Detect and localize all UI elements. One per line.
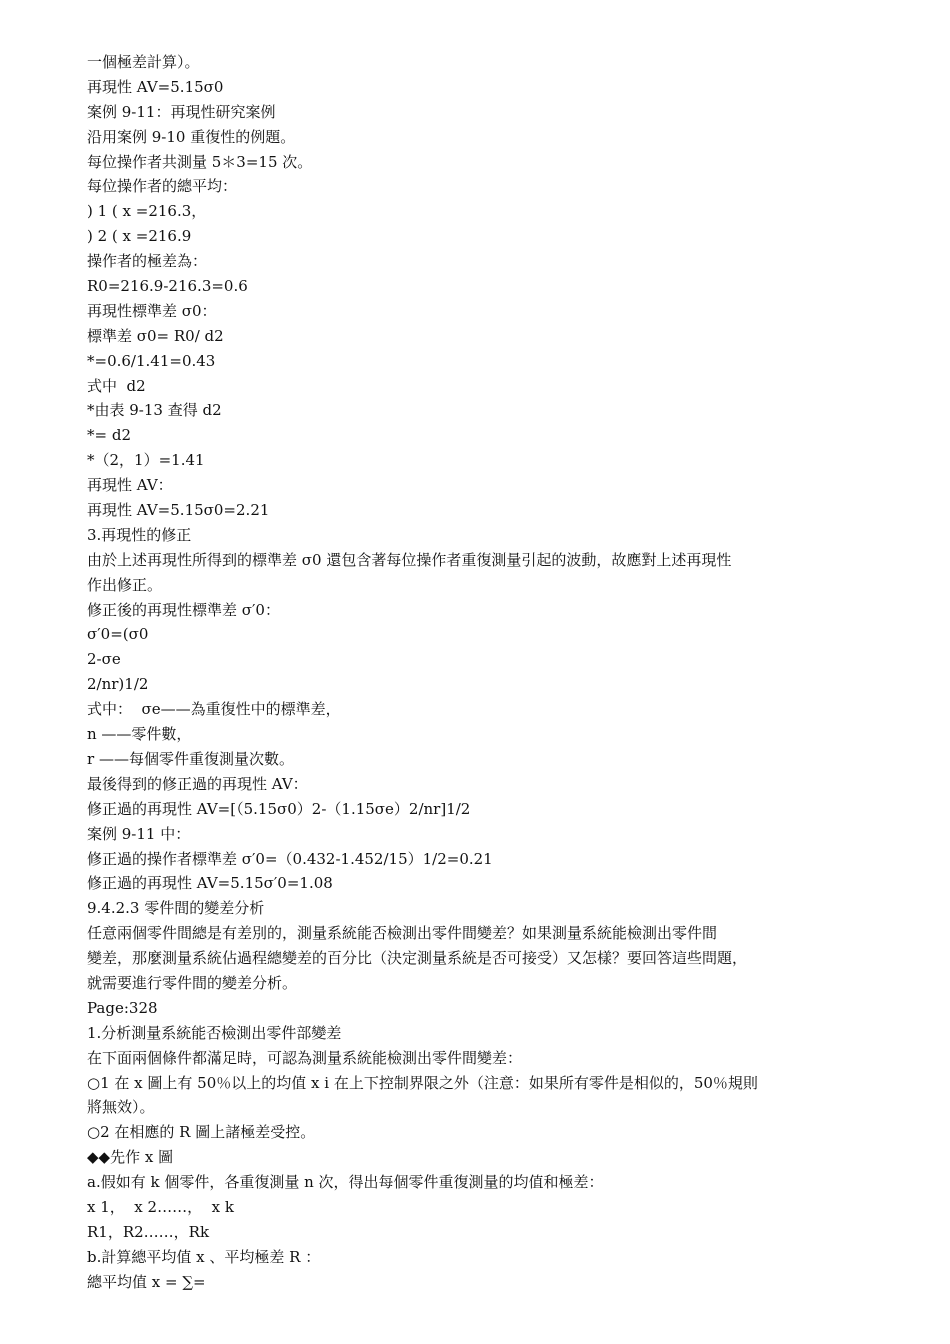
formula-line: x 1， x 2……， x k (87, 1197, 234, 1216)
formula-line: σ′0=(σ0 (87, 625, 149, 644)
text-line: ○2 在相應的 R 圖上諸極差受控。 (87, 1123, 316, 1142)
text-line: 每位操作者共測量 5＊3=15 次。 (87, 152, 313, 171)
case-heading: 案例 9-11：再現性研究案例 (87, 102, 276, 121)
paragraph-line: 作出修正。 (87, 575, 163, 594)
paragraph-line: ○1 在 x 圖上有 50％以上的均值 x i 在上下控制界限之外（注意：如果所有零件是相似的，50％規則 (87, 1073, 758, 1092)
formula-line: R0=216.9-216.3=0.6 (87, 277, 248, 296)
paragraph-line: 就需要進行零件間的變差分析。 (87, 973, 298, 992)
formula-line: *（2，1）=1.41 (87, 451, 205, 470)
text-line: 再現性標準差 σ0： (87, 301, 217, 320)
section-heading: 3.再現性的修正 (87, 525, 192, 544)
formula-line: R1，R2……，Rk (87, 1222, 210, 1241)
formula-line: 修正過的再現性 AV=5.15σ′0=1.08 (87, 874, 333, 893)
text-line: 最後得到的修正過的再現性 AV： (87, 774, 308, 793)
bullet-line: ◆◆先作 x 圖 (87, 1148, 174, 1167)
text-line: *由表 9-13 查得 d2 (87, 401, 222, 420)
text-line: 式中 d2 (87, 376, 146, 395)
formula-line: 2/nr)1/2 (87, 675, 149, 694)
text-line: 操作者的極差為： (87, 252, 208, 271)
formula-line: 總平均值 x = ∑= (87, 1272, 206, 1291)
text-line: 再現性 AV： (87, 476, 173, 495)
text-line: 再現性 AV=5.15σ0 (87, 77, 224, 96)
formula-line: 修正過的再現性 AV=[（5.15σ0）2-（1.15σe）2/nr]1/2 (87, 799, 471, 818)
text-line: 修正後的再現性標準差 σ′0： (87, 600, 280, 619)
formula-line: 標準差 σ0= R0/ d2 (87, 326, 224, 345)
section-heading: 9.4.2.3 零件間的變差分析 (87, 899, 265, 918)
paragraph-line: 由於上述再現性所得到的標準差 σ0 還包含著每位操作者重復測量引起的波動，故應對上述再現性 (87, 550, 732, 569)
paragraph-line: 變差，那麼測量系統佔過程總變差的百分比（決定測量系統是否可接受）又怎樣？要回答這些問題， (87, 949, 748, 968)
formula-line: 2-σe (87, 650, 121, 669)
text-line: 在下面兩個條件都滿足時，可認為測量系統能檢測出零件間變差： (87, 1048, 523, 1067)
page-marker: Page:328 (87, 998, 158, 1017)
formula-line: 再現性 AV=5.15σ0=2.21 (87, 501, 270, 520)
paragraph-line: 任意兩個零件間總是有差別的，測量系統能否檢測出零件間變差？如果測量系統能檢測出零件間 (87, 924, 718, 943)
formula-line: *= d2 (87, 426, 131, 445)
text-line: 案例 9-11 中： (87, 824, 191, 843)
text-line: 一個極差計算）。 (87, 53, 200, 71)
text-line: 沿用案例 9-10 重復性的例題。 (87, 127, 296, 146)
text-line: 每位操作者的總平均： (87, 177, 238, 196)
text-line: r ——每個零件重復測量次數。 (87, 749, 294, 768)
formula-line: *=0.6/1.41=0.43 (87, 351, 216, 370)
formula-line: ) 1 ( x =216.3， (87, 202, 207, 221)
formula-line: ) 2 ( x =216.9 (87, 227, 192, 246)
paragraph-line: 將無效）。 (87, 1098, 155, 1117)
formula-line: 修正過的操作者標準差 σ′0=（0.432-1.452/15）1/2=0.21 (87, 849, 493, 868)
text-line: 式中： σe——為重復性中的標準差， (87, 700, 341, 719)
section-heading: 1.分析測量系統能否檢測出零件部變差 (87, 1023, 342, 1042)
text-line: b.計算總平均值 x 、平均極差 R ： (87, 1247, 321, 1266)
text-line: n ——零件數， (87, 725, 192, 744)
text-line: a.假如有 k 個零件，各重復測量 n 次，得出每個零件重復測量的均值和極差： (87, 1173, 604, 1192)
document-body (87, 50, 827, 1295)
